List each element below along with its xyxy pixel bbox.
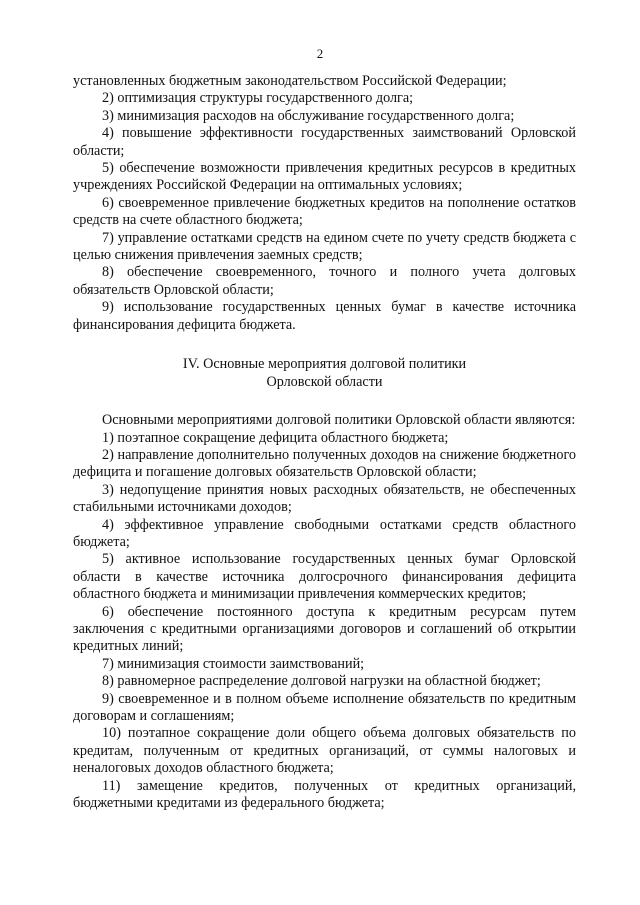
list-item: 7) управление остатками средств на едином счете по учету средств бюджета с целью снижения привлечения заемных средств; xyxy=(73,229,576,264)
list-item: 6) обеспечение постоянного доступа к кредитным ресурсам путем заключения с кредитными организациями договоров и соглашений об открытии кредитных линий; xyxy=(73,603,576,655)
list-item: 9) использование государственных ценных бумаг в качестве источника финансирования дефицита бюджета. xyxy=(73,299,576,333)
section-heading-line-1: IV. Основные мероприятия долговой политики xyxy=(182,356,467,373)
list-item: 5) обеспечение возможности привлечения кредитных ресурсов в кредитных учреждениях Российской Федерации на оптимальных условиях; xyxy=(73,160,576,194)
list-item: 3) недопущение принятия новых расходных обязательств, не обеспеченных стабильными источниками доходов; xyxy=(73,481,576,516)
list-item: 7) минимизация стоимости заимствований; xyxy=(102,655,365,672)
document-body xyxy=(73,73,576,812)
list-item: 4) повышение эффективности государственных заимствований Орловской области; xyxy=(73,125,576,159)
list-item: 2) направление дополнительно полученных доходов на снижение бюджетного дефицита и погашение долговых обязательств Орловской области; xyxy=(73,446,576,481)
page-number: 2 xyxy=(316,46,324,61)
list-item: 6) своевременное привлечение бюджетных кредитов на пополнение остатков средств на счете областного бюджета; xyxy=(73,194,576,229)
list-item: 2) оптимизация структуры государственного долга; xyxy=(102,90,414,107)
section-intro: Основными мероприятиями долговой политики Орловской области являются: xyxy=(102,412,576,429)
list-item: 11) замещение кредитов, полученных от кредитных организаций, бюджетными кредитами из федерального бюджета; xyxy=(73,777,576,812)
list-item: 8) обеспечение своевременного, точного и полного учета долговых обязательств Орловской области; xyxy=(73,264,576,298)
list-item: 3) минимизация расходов на обслуживание государственного долга; xyxy=(102,107,515,124)
list-item: 10) поэтапное сокращение доли общего объема долговых обязательств по кредитам, полученным от кредитных организаций, от суммы налоговых и неналоговых доходов областного бюджета; xyxy=(73,725,576,777)
list-item-continuation: установленных бюджетным законодательством Российской Федерации; xyxy=(73,73,507,89)
list-item: 9) своевременное и в полном объеме исполнение обязательств по кредитным договорам и соглашениям; xyxy=(73,690,576,724)
section-heading xyxy=(73,355,576,391)
list-item: 5) активное использование государственных ценных бумаг Орловской области в качестве источника долгосрочного финансирования дефицита областного бюджета и минимизации привлечения коммерческих кредитов; xyxy=(73,551,576,603)
list-item: 4) эффективное управление свободными остатками средств областного бюджета; xyxy=(73,516,576,550)
list-item: 8) равномерное распределение долговой нагрузки на областной бюджет; xyxy=(102,673,541,690)
list-item: 1) поэтапное сокращение дефицита областного бюджета; xyxy=(102,429,449,446)
section-heading-line-2: Орловской области xyxy=(266,374,383,391)
